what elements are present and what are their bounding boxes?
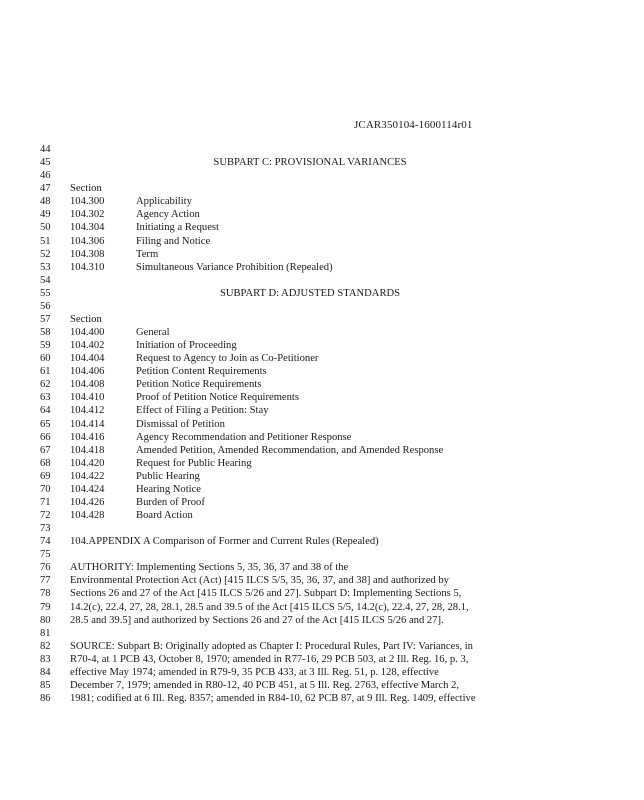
document-line (0, 535, 644, 548)
document-line (0, 666, 644, 679)
section-number: 104.308 (70, 248, 105, 260)
subpart-heading: SUBPART D: ADJUSTED STANDARDS (219, 287, 401, 299)
document-line (0, 548, 644, 561)
line-text: Section (70, 183, 102, 195)
line-number: 71 (40, 496, 51, 508)
document-line (0, 627, 644, 640)
document-line (0, 431, 644, 444)
line-number: 72 (40, 510, 51, 521)
document-line (0, 483, 644, 496)
line-number: 85 (40, 679, 51, 691)
line-number: 86 (40, 692, 51, 704)
section-number: 104.410 (70, 392, 105, 404)
line-text: SOURCE: Subpart B: Originally adopted as Chapter I: Procedural Rules, Part IV: Variances, in (70, 640, 473, 652)
line-number: 55 (40, 287, 51, 299)
document-line (0, 313, 644, 326)
line-number: 83 (40, 653, 51, 665)
line-text: 104.APPENDIX A Comparison of Former and Current Rules (Repealed) (70, 536, 379, 548)
section-title: Petition Content Requirements (136, 366, 267, 378)
line-number: 44 (40, 144, 51, 155)
line-number: 81 (40, 627, 51, 639)
line-number: 82 (40, 640, 51, 652)
line-text: R70-4, at 1 PCB 43, October 8, 1970; amended in R77-16, 29 PCB 503, at 2 Ill. Reg. 16, p. 3, (70, 653, 469, 665)
line-number: 79 (40, 601, 51, 613)
section-number: 104.406 (70, 366, 105, 378)
line-number: 75 (40, 549, 51, 561)
section-title: Term (136, 248, 159, 260)
line-number: 62 (40, 379, 51, 391)
section-title: Public Hearing (136, 470, 200, 482)
line-text: 1981; codified at 6 Ill. Reg. 8357; amended in R84-10, 62 PCB 87, at 9 Ill. Reg. 1409, effective (70, 692, 476, 704)
line-text: Environmental Protection Act (Act) [415 ILCS 5/5, 35, 36, 37, and 38] and authorized by (70, 575, 449, 587)
document-line (0, 300, 644, 313)
document-line (0, 339, 644, 352)
line-text: AUTHORITY: Implementing Sections 5, 35, 36, 37 and 38 of the (70, 562, 349, 574)
section-number: 104.416 (70, 431, 105, 443)
line-number: 68 (40, 457, 51, 469)
document-line (0, 444, 644, 457)
line-number: 65 (40, 418, 51, 430)
line-number: 52 (40, 248, 51, 260)
document-line (0, 509, 644, 522)
line-text: Section (70, 313, 102, 325)
section-number: 104.310 (70, 261, 105, 273)
line-number: 61 (40, 366, 51, 378)
section-number: 104.302 (70, 209, 105, 221)
document-line (0, 692, 644, 705)
document-line (0, 574, 644, 587)
document-line (0, 156, 644, 169)
document-line (0, 640, 644, 653)
line-number: 74 (40, 536, 51, 548)
section-title: Agency Action (136, 209, 200, 221)
document-line (0, 182, 644, 195)
line-text: effective May 1974; amended in R79-9, 35 PCB 433, at 3 Ill. Reg. 51, p. 128, effective (70, 666, 439, 678)
line-text: December 7, 1979; amended in R80-12, 40 PCB 451, at 5 Ill. Reg. 2763, effective March 2, (70, 679, 460, 691)
section-number: 104.424 (70, 483, 105, 495)
document-line (0, 457, 644, 470)
line-number: 64 (40, 405, 51, 417)
section-number: 104.422 (70, 470, 105, 482)
line-number: 53 (40, 261, 51, 273)
line-text: 14.2(c), 22.4, 27, 28, 28.1, 28.5 and 39.5 of the Act [415 ILCS 5/5, 14.2(c), 22.4, 27, 28, 28.1, (70, 601, 469, 613)
document-line (0, 561, 644, 574)
section-title: Dismissal of Petition (136, 418, 225, 430)
line-text: 28.5 and 39.5] and authorized by Sections 26 and 27 of the Act [415 ILCS 5/26 and 27]. (70, 614, 444, 626)
document-line (0, 143, 644, 156)
document-line (0, 391, 644, 404)
document-line (0, 287, 644, 300)
line-number: 54 (40, 274, 51, 286)
line-number: 58 (40, 327, 51, 338)
section-number: 104.420 (70, 457, 105, 469)
document-line (0, 274, 644, 287)
line-number: 84 (40, 666, 51, 678)
document-line (0, 326, 644, 339)
section-title: Initiation of Proceeding (136, 340, 237, 352)
document-line (0, 470, 644, 483)
document-line (0, 365, 644, 378)
line-number: 60 (40, 353, 51, 365)
document-line (0, 352, 644, 365)
document-line (0, 614, 644, 627)
section-number: 104.428 (70, 510, 105, 521)
section-number: 104.408 (70, 379, 105, 391)
section-title: Agency Recommendation and Petitioner Response (136, 431, 352, 443)
section-title: Proof of Petition Notice Requirements (136, 392, 299, 404)
section-number: 104.412 (70, 405, 105, 417)
line-number: 76 (40, 562, 51, 574)
section-title: Effect of Filing a Petition: Stay (136, 405, 269, 417)
subpart-heading: SUBPART C: PROVISIONAL VARIANCES (213, 157, 407, 169)
document-line (0, 418, 644, 431)
line-number: 73 (40, 523, 51, 534)
document-line (0, 653, 644, 666)
document-line (0, 587, 644, 600)
line-number: 70 (40, 483, 51, 495)
line-number: 59 (40, 340, 51, 352)
line-number: 50 (40, 222, 51, 234)
document-line (0, 235, 644, 248)
line-number: 63 (40, 392, 51, 404)
line-number: 45 (40, 157, 51, 169)
line-number: 47 (40, 183, 51, 195)
section-number: 104.304 (70, 222, 105, 234)
line-number: 49 (40, 209, 51, 221)
section-number: 104.404 (70, 353, 105, 365)
section-title: Amended Petition, Amended Recommendation, and Amended Response (136, 444, 444, 456)
line-number: 77 (40, 575, 51, 587)
line-number: 66 (40, 431, 51, 443)
section-title: Request to Agency to Join as Co-Petitioner (136, 353, 319, 365)
document-line (0, 261, 644, 274)
line-number: 67 (40, 444, 51, 456)
section-number: 104.402 (70, 340, 105, 352)
document-line (0, 221, 644, 234)
line-number: 57 (40, 313, 51, 325)
document-line (0, 169, 644, 182)
line-number: 69 (40, 470, 51, 482)
document-line (0, 404, 644, 417)
line-number: 48 (40, 196, 51, 208)
document-line (0, 195, 644, 208)
section-number: 104.426 (70, 496, 105, 508)
section-number: 104.414 (70, 418, 105, 430)
section-title: General (136, 327, 170, 338)
section-title: Request for Public Hearing (136, 457, 252, 469)
line-number: 51 (40, 235, 51, 247)
line-number: 46 (40, 170, 51, 182)
document-line (0, 522, 644, 535)
line-number: 78 (40, 588, 51, 600)
document-line (0, 248, 644, 261)
document-line (0, 208, 644, 221)
section-title: Hearing Notice (136, 483, 202, 495)
section-title: Filing and Notice (136, 235, 211, 247)
document-id: JCAR350104-1600114r01 (354, 119, 473, 131)
section-number: 104.306 (70, 235, 105, 247)
section-title: Burden of Proof (136, 496, 205, 508)
line-number: 80 (40, 614, 51, 626)
section-title: Initiating a Request (136, 222, 219, 234)
document-line (0, 601, 644, 614)
section-number: 104.418 (70, 444, 105, 456)
document-line (0, 679, 644, 692)
document-line (0, 496, 644, 509)
line-number: 56 (40, 300, 51, 312)
line-text: Sections 26 and 27 of the Act [415 ILCS 5/26 and 27]. Subpart D: Implementing Sections 5, (70, 588, 462, 600)
section-number: 104.400 (70, 327, 105, 338)
section-title: Board Action (136, 510, 193, 521)
document-line (0, 378, 644, 391)
section-number: 104.300 (70, 196, 105, 208)
section-title: Applicability (136, 196, 192, 208)
section-title: Simultaneous Variance Prohibition (Repealed) (136, 261, 333, 273)
section-title: Petition Notice Requirements (136, 379, 262, 391)
